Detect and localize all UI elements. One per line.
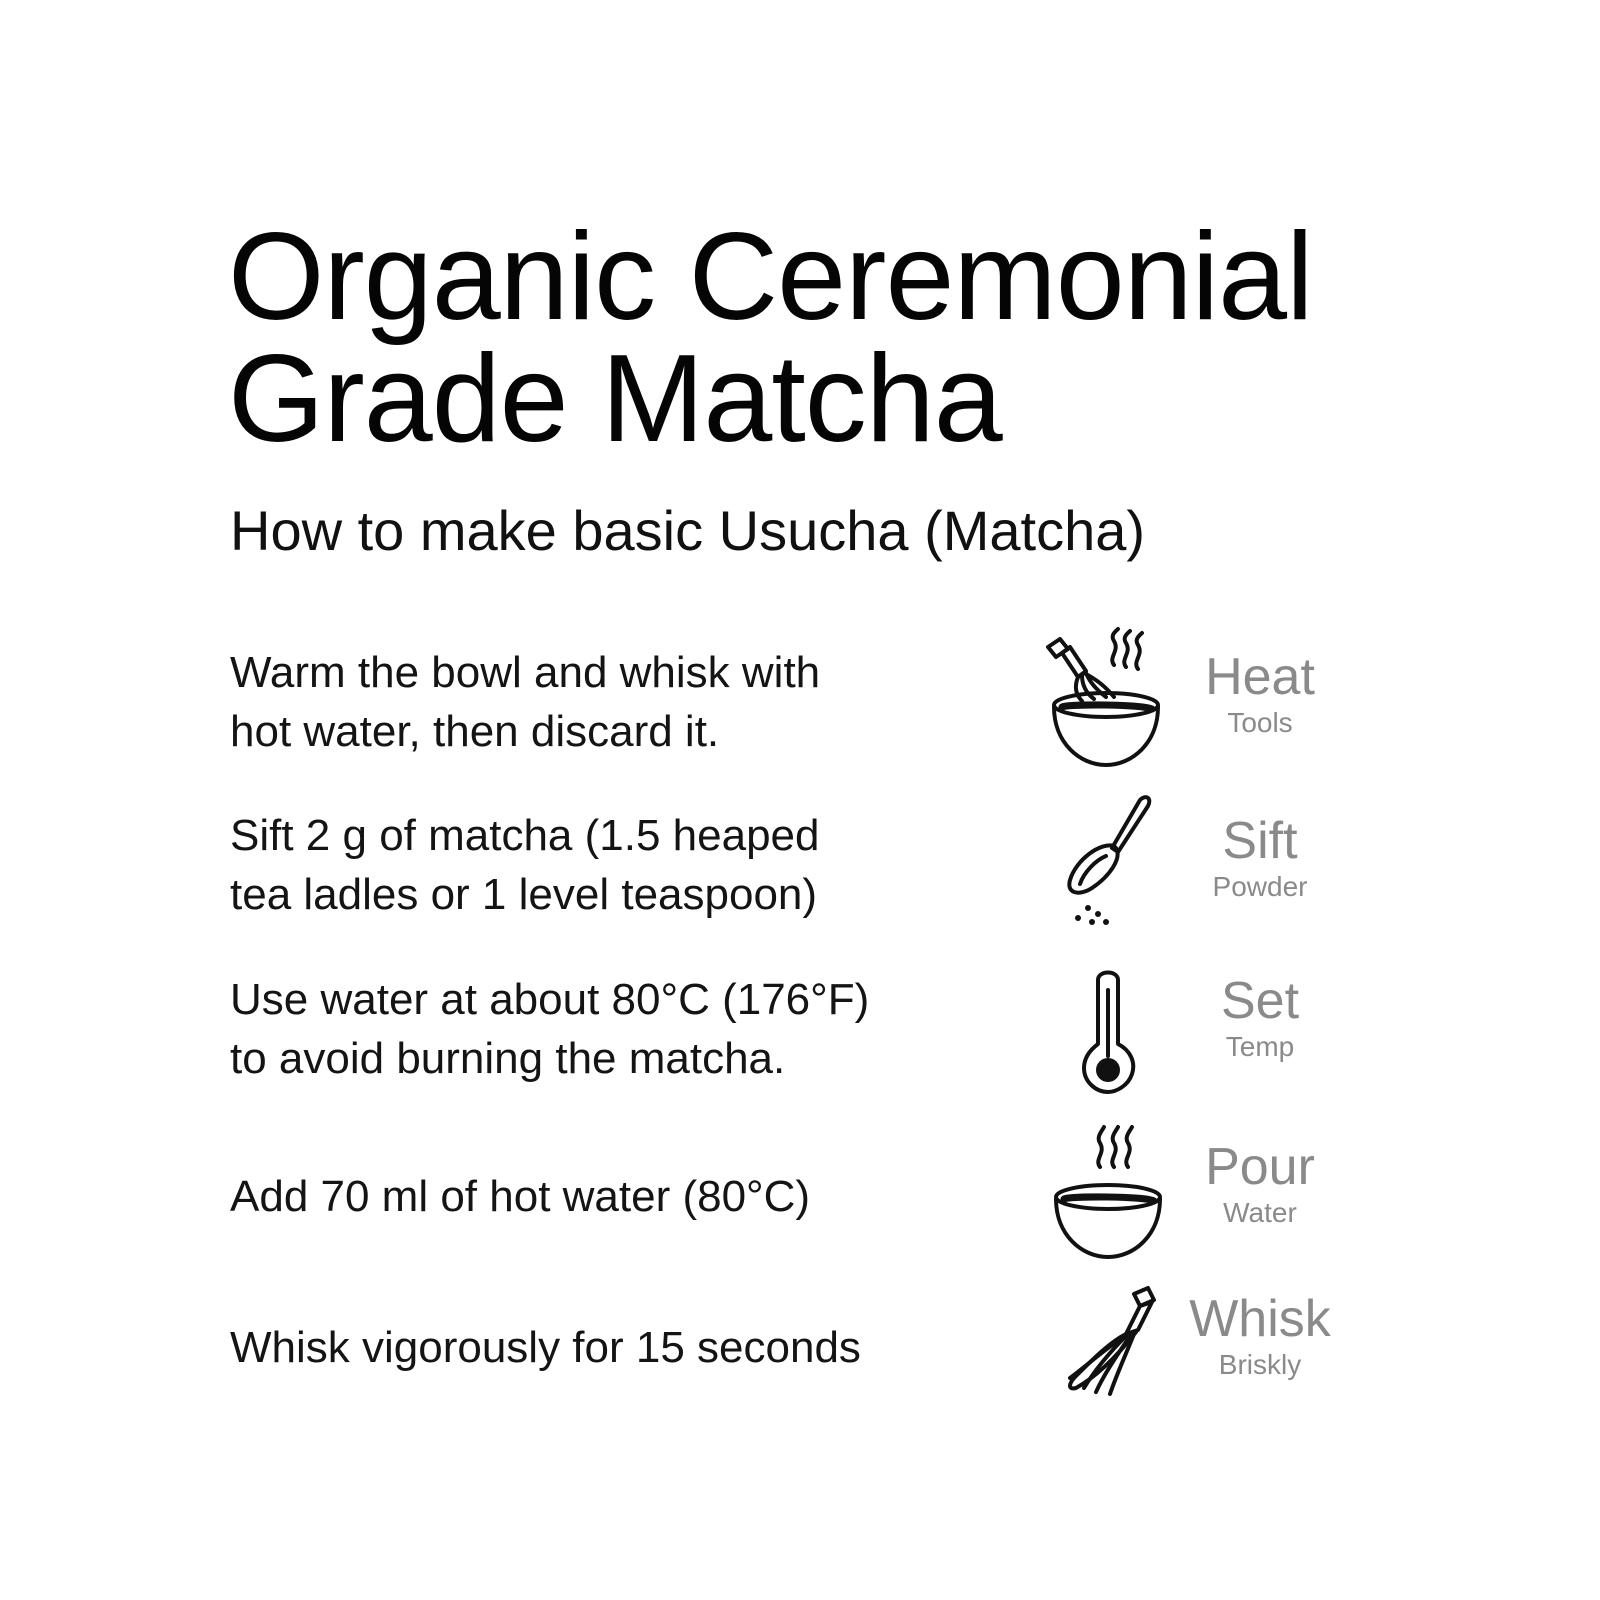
sieve-icon <box>1040 790 1180 940</box>
step-4-instruction <box>230 1167 970 1226</box>
step-4-line-1: Add 70 ml of hot water (80°C) <box>230 1172 811 1221</box>
title-line-1: Organic Ceremonial <box>228 208 1313 346</box>
whisk-icon <box>1040 1280 1180 1430</box>
bowl-with-whisk-steam-icon <box>1040 625 1180 775</box>
step-4-label <box>1170 1138 1350 1230</box>
step-5-label-sub: Briskly <box>1218 1349 1302 1380</box>
steaming-bowl-icon <box>1040 1115 1180 1265</box>
step-5-label <box>1170 1290 1350 1382</box>
thermometer-icon <box>1040 960 1180 1110</box>
page-subtitle: How to make basic Usucha (Matcha) <box>230 499 1146 562</box>
step-2-label <box>1170 812 1350 904</box>
step-3-instruction <box>230 970 970 1088</box>
step-1-line-1: Warm the bowl and whisk with <box>230 648 821 697</box>
step-2-line-1: Sift 2 g of matcha (1.5 heaped <box>230 811 820 860</box>
step-5-label-main: Whisk <box>1189 1290 1331 1348</box>
step-1-label-sub: Tools <box>1227 707 1293 738</box>
step-4-label-main: Pour <box>1205 1138 1315 1196</box>
step-5-instruction <box>230 1318 970 1377</box>
step-1-label <box>1170 648 1350 740</box>
step-2-line-2: tea ladles or 1 level teaspoon) <box>230 870 818 919</box>
step-1-instruction <box>230 643 970 761</box>
step-2-label-sub: Powder <box>1212 871 1308 902</box>
step-1-label-main: Heat <box>1205 648 1315 706</box>
step-5-line-1: Whisk vigorously for 15 seconds <box>230 1323 861 1372</box>
title-line-2: Grade Matcha <box>228 330 1002 468</box>
step-1-line-2: hot water, then discard it. <box>230 707 720 756</box>
step-3-label <box>1170 972 1350 1064</box>
page-title <box>228 208 1313 468</box>
step-3-label-sub: Temp <box>1225 1031 1295 1062</box>
step-3-label-main: Set <box>1220 972 1300 1030</box>
step-4-label-sub: Water <box>1223 1197 1297 1228</box>
step-2-label-main: Sift <box>1222 812 1298 870</box>
step-3-line-2: to avoid burning the matcha. <box>230 1034 786 1083</box>
step-3-line-1: Use water at about 80°C (176°F) <box>230 975 870 1024</box>
step-2-instruction <box>230 806 970 924</box>
